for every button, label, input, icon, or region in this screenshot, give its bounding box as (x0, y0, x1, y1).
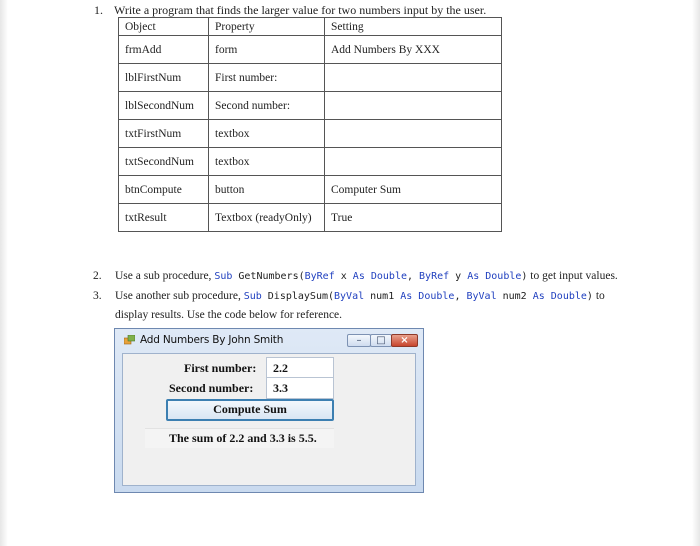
first-number-input[interactable]: 2.2 (266, 357, 334, 379)
cell-property: Second number: (209, 92, 325, 120)
page-edge-right (692, 0, 700, 546)
code-punct: , (406, 271, 420, 282)
cell-property: First number: (209, 64, 325, 92)
window-client-area (122, 353, 416, 486)
question-2-text (115, 270, 618, 282)
cell-setting: Computer Sum (325, 176, 502, 204)
code-punct: , (454, 291, 467, 302)
question-2-intro: Use a sub procedure, (115, 270, 215, 282)
first-number-label: First number: (184, 361, 257, 375)
question-2 (93, 270, 693, 286)
table-header-row (119, 18, 502, 36)
cell-setting (325, 120, 502, 148)
code-keyword: As Double (400, 291, 455, 302)
code-punct: ) (521, 271, 528, 282)
compute-sum-button[interactable]: Compute Sum (166, 399, 334, 421)
header-setting: Setting (325, 18, 502, 36)
cell-property: form (209, 36, 325, 64)
cell-setting (325, 148, 502, 176)
question-3-outro: to (592, 290, 605, 302)
header-object: Object (119, 18, 209, 36)
code-keyword: ByVal (334, 291, 365, 302)
question-2-number: 2. (93, 270, 102, 282)
second-number-input[interactable]: 3.3 (266, 377, 334, 399)
code-keyword: As Double (532, 291, 587, 302)
close-button[interactable] (391, 334, 418, 347)
table-row (119, 36, 502, 64)
question-1-number: 1. (94, 3, 103, 17)
cell-setting: True (325, 204, 502, 232)
question-3 (93, 290, 693, 326)
table-row (119, 204, 502, 232)
cell-setting (325, 92, 502, 120)
cell-property: textbox (209, 148, 325, 176)
code-param: num1 (364, 291, 401, 302)
table-row (119, 148, 502, 176)
cell-object: lblFirstNum (119, 64, 209, 92)
header-property: Property (209, 18, 325, 36)
code-keyword: ByRef (304, 271, 335, 282)
cell-object: frmAdd (119, 36, 209, 64)
cell-object: txtSecondNum (119, 148, 209, 176)
page-edge-left (0, 0, 8, 546)
question-3-line-2: display results. Use the code below for reference. (115, 309, 343, 321)
code-param: y (449, 271, 468, 282)
code-procedure-name: GetNumbers( (232, 271, 305, 282)
close-icon: × (400, 335, 409, 346)
question-1-text: Write a program that finds the larger value for two numbers input by the user. (114, 3, 487, 17)
cell-setting: Add Numbers By XXX (325, 36, 502, 64)
maximize-icon: □ (376, 335, 386, 346)
window-title: Add Numbers By John Smith (140, 334, 284, 346)
code-keyword: As Double (352, 271, 407, 282)
table-row (119, 92, 502, 120)
window-titlebar[interactable] (115, 329, 423, 351)
table-row (119, 64, 502, 92)
cell-object: txtResult (119, 204, 209, 232)
cell-object: lblSecondNum (119, 92, 209, 120)
table-row (119, 176, 502, 204)
cell-property: textbox (209, 120, 325, 148)
code-punct: ) (586, 291, 593, 302)
add-numbers-window (114, 328, 424, 493)
code-keyword: Sub (214, 271, 233, 282)
cell-setting (325, 64, 502, 92)
result-textbox: The sum of 2.2 and 3.3 is 5.5. (145, 428, 334, 448)
code-keyword: Sub (243, 291, 262, 302)
minimize-icon: – (356, 335, 362, 346)
code-procedure-name: DisplaySum( (261, 291, 335, 302)
code-param: num2 (496, 291, 533, 302)
question-3-text (115, 290, 605, 302)
form-app-icon (124, 335, 135, 345)
table-row (119, 120, 502, 148)
cell-object: txtFirstNum (119, 120, 209, 148)
code-param: x (334, 271, 353, 282)
question-3-number: 3. (93, 290, 102, 302)
cell-property: button (209, 176, 325, 204)
question-3-intro: Use another sub procedure, (115, 290, 244, 302)
maximize-button[interactable] (370, 334, 392, 347)
code-keyword: ByRef (419, 271, 450, 282)
minimize-button[interactable] (347, 334, 371, 347)
second-number-label: Second number: (169, 381, 254, 395)
cell-property: Textbox (readyOnly) (209, 204, 325, 232)
properties-table (118, 17, 502, 232)
code-keyword: As Double (467, 271, 522, 282)
question-2-outro: to get input values. (527, 270, 618, 282)
cell-object: btnCompute (119, 176, 209, 204)
code-keyword: ByVal (466, 291, 497, 302)
